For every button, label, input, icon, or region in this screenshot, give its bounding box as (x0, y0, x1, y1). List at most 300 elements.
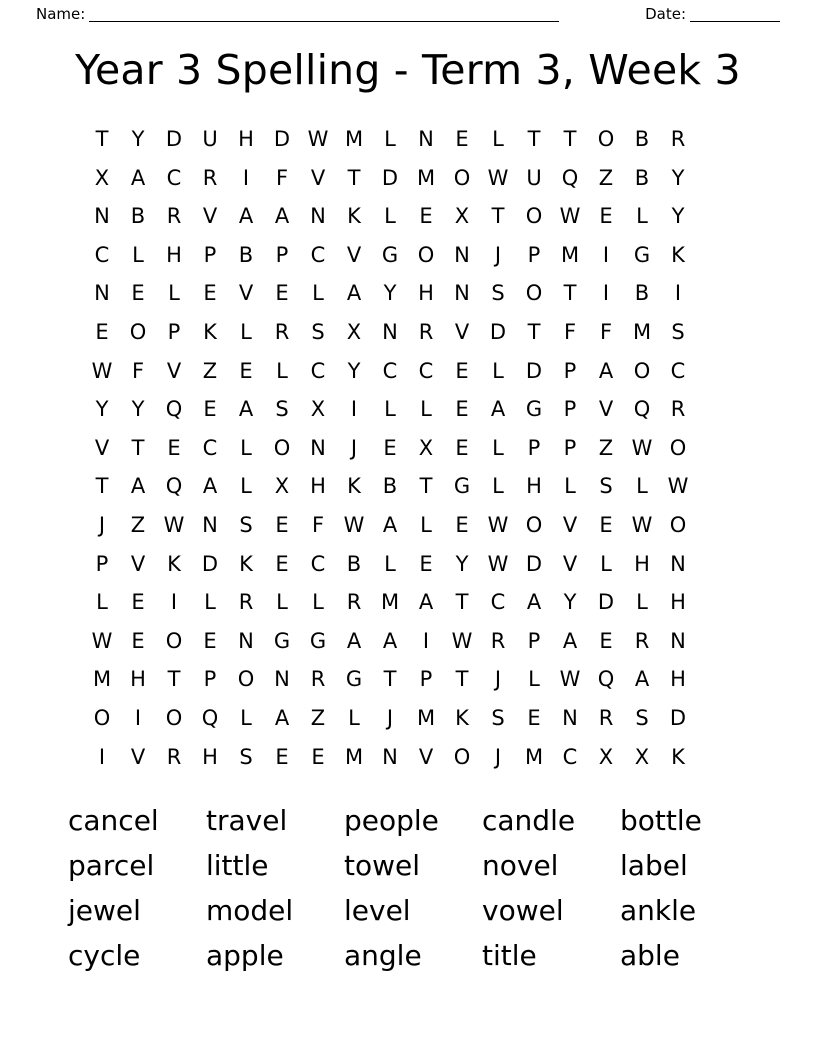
grid-cell: M (632, 319, 652, 344)
grid-cell: K (671, 744, 685, 769)
grid-cell: Z (202, 358, 218, 383)
grid-cell: M (344, 127, 364, 151)
grid-cell: P (419, 667, 433, 692)
grid-cell: N (418, 127, 434, 151)
grid-cell: X (454, 204, 470, 229)
grid-cell: O (165, 705, 183, 730)
grid-cell: M (524, 744, 544, 769)
grid-cell: M (560, 242, 580, 267)
grid-cell: D (381, 165, 399, 190)
grid-cell: L (276, 358, 288, 383)
grid-cell: X (274, 474, 290, 499)
grid-cell: B (238, 242, 254, 267)
grid-cell: B (130, 204, 146, 229)
grid-cell: Y (347, 358, 361, 383)
grid-cell: M (344, 744, 364, 769)
grid-cell: Y (131, 127, 145, 151)
grid-cell: N (670, 551, 686, 576)
grid-cell: A (238, 204, 254, 229)
grid-cell: W (307, 127, 329, 151)
grid-cell (696, 583, 732, 622)
grid-cell: N (454, 281, 470, 306)
grid-cell: P (563, 397, 577, 422)
grid-cell: E (131, 590, 145, 615)
grid-cell: N (454, 242, 470, 267)
grid-cell: L (420, 512, 432, 537)
grid-cell: A (346, 281, 362, 306)
grid-cell: W (343, 512, 365, 537)
grid-cell: O (525, 281, 543, 306)
grid-cell: N (202, 512, 218, 537)
grid-cell: N (238, 628, 254, 653)
grid-cell: E (455, 397, 469, 422)
grid-cell (696, 467, 732, 506)
grid-cell: K (347, 474, 361, 499)
grid-cell: R (166, 204, 182, 229)
grid-cell: N (94, 281, 110, 306)
grid-cell: H (418, 281, 434, 306)
grid-cell: R (670, 397, 686, 422)
grid-cell: E (131, 281, 145, 306)
grid-cell: F (563, 319, 577, 344)
grid-cell: O (417, 242, 435, 267)
grid-cell: J (494, 744, 502, 769)
grid-cell: P (203, 242, 217, 267)
grid-cell: O (597, 127, 615, 151)
grid-cell: Y (95, 397, 109, 422)
grid-cell: W (91, 358, 113, 383)
grid-cell: E (599, 628, 613, 653)
grid-cell: R (598, 705, 614, 730)
date-input-line[interactable] (690, 8, 780, 22)
grid-cell: L (492, 474, 504, 499)
grid-cell: F (599, 319, 613, 344)
grid-cell: Z (598, 165, 614, 190)
word-list-item: title (482, 939, 537, 973)
grid-cell: P (95, 551, 109, 576)
grid-cell: B (634, 127, 650, 151)
grid-cell: L (240, 319, 252, 344)
grid-cell: J (494, 667, 502, 692)
grid-cell: R (634, 628, 650, 653)
grid-cell: O (669, 435, 687, 460)
grid-cell: C (490, 590, 506, 615)
name-input-line[interactable] (89, 8, 559, 22)
grid-cell: C (94, 242, 110, 267)
grid-cell: M (92, 667, 112, 692)
grid-cell: D (165, 127, 183, 151)
grid-cell: A (382, 628, 398, 653)
grid-cell: D (597, 590, 615, 615)
grid-cell: W (487, 165, 509, 190)
grid-cell: P (167, 319, 181, 344)
grid-cell: T (527, 127, 541, 151)
grid-cell: G (633, 242, 651, 267)
grid-cell: H (310, 474, 326, 499)
grid-cell: I (134, 705, 142, 730)
grid-cell: I (98, 744, 106, 769)
grid-cell: O (453, 165, 471, 190)
grid-cell: L (96, 590, 108, 615)
grid-cell: E (599, 204, 613, 229)
grid-cell: I (422, 628, 430, 653)
grid-cell: D (525, 358, 543, 383)
grid-cell: A (238, 397, 254, 422)
word-list-item: apple (206, 939, 284, 973)
word-list-item: little (206, 849, 269, 883)
grid-cell: A (346, 628, 362, 653)
grid-cell: O (453, 744, 471, 769)
grid-cell: W (631, 435, 653, 460)
grid-cell: K (671, 242, 685, 267)
grid-cell: L (636, 474, 648, 499)
grid-cell: A (130, 474, 146, 499)
grid-cell: L (564, 474, 576, 499)
grid-cell: N (382, 319, 398, 344)
grid-cell: A (274, 204, 290, 229)
grid-cell: R (490, 628, 506, 653)
grid-cell: E (455, 435, 469, 460)
grid-cell: D (201, 551, 219, 576)
grid-cell: T (455, 667, 469, 692)
grid-cell: E (275, 281, 289, 306)
grid-cell: N (562, 705, 578, 730)
date-label: Date: (645, 5, 686, 23)
word-list-item: candle (482, 804, 576, 838)
word-list-item: novel (482, 849, 559, 883)
grid-cell: O (633, 358, 651, 383)
grid-cell: X (310, 397, 326, 422)
grid-cell: I (602, 281, 610, 306)
grid-cell: T (95, 474, 109, 499)
grid-cell: E (131, 628, 145, 653)
grid-cell: C (166, 165, 182, 190)
grid-cell: A (526, 590, 542, 615)
grid-cell: S (635, 705, 649, 730)
grid-cell: P (275, 242, 289, 267)
grid-cell: T (527, 319, 541, 344)
word-list-item: parcel (68, 849, 155, 883)
grid-cell: X (598, 744, 614, 769)
grid-cell: L (276, 590, 288, 615)
grid-cell: P (527, 242, 541, 267)
word-list (58, 798, 758, 978)
grid-cell: L (492, 435, 504, 460)
grid-cell: F (311, 512, 325, 537)
grid-cell: R (274, 319, 290, 344)
grid-cell: L (384, 204, 396, 229)
grid-cell: J (98, 512, 106, 537)
grid-cell: H (238, 127, 254, 151)
grid-cell: L (384, 551, 396, 576)
grid-cell: L (492, 358, 504, 383)
grid-cell: E (419, 204, 433, 229)
grid-cell: W (451, 628, 473, 653)
grid-cell: D (489, 319, 507, 344)
grid-cell: P (563, 435, 577, 460)
grid-cell: A (562, 628, 578, 653)
grid-cell: A (490, 397, 506, 422)
grid-cell: G (453, 474, 471, 499)
grid-cell: W (487, 551, 509, 576)
grid-cell: L (636, 590, 648, 615)
grid-cell: R (418, 319, 434, 344)
grid-cell: W (91, 628, 113, 653)
word-list-item: vowel (482, 894, 564, 928)
grid-cell: I (602, 242, 610, 267)
grid-cell: X (346, 319, 362, 344)
grid-cell: C (562, 744, 578, 769)
grid-cell: L (420, 397, 432, 422)
grid-cell: E (455, 512, 469, 537)
grid-cell: H (130, 667, 146, 692)
date-field[interactable] (645, 6, 780, 22)
grid-cell: I (242, 165, 250, 190)
grid-cell: T (563, 127, 577, 151)
grid-cell: S (239, 744, 253, 769)
grid-cell: Q (561, 165, 579, 190)
grid-cell: W (163, 512, 185, 537)
grid-cell (696, 699, 732, 738)
grid-cell: I (350, 397, 358, 422)
grid-cell: V (562, 551, 578, 576)
grid-cell: T (347, 165, 361, 190)
grid-cell: Q (165, 397, 183, 422)
grid-cell: Q (597, 667, 615, 692)
grid-cell: L (240, 474, 252, 499)
grid-cell: W (487, 512, 509, 537)
grid-cell: M (416, 705, 436, 730)
grid-cell: E (311, 744, 325, 769)
grid-cell (696, 390, 732, 429)
grid-cell: M (380, 590, 400, 615)
grid-cell: H (166, 242, 182, 267)
grid-cell: H (634, 551, 650, 576)
word-list-item: angle (344, 939, 422, 973)
grid-cell (696, 274, 732, 313)
grid-cell: S (311, 319, 325, 344)
word-list-item: able (620, 939, 680, 973)
grid-cell: Y (455, 551, 469, 576)
grid-cell: V (202, 204, 218, 229)
grid-cell: W (631, 512, 653, 537)
grid-cell: R (238, 590, 254, 615)
grid-cell: R (202, 165, 218, 190)
grid-cell: O (93, 705, 111, 730)
word-list-item: label (620, 849, 688, 883)
grid-cell: I (674, 281, 682, 306)
grid-cell: E (455, 358, 469, 383)
grid-cell: R (346, 590, 362, 615)
grid-cell (696, 429, 732, 468)
grid-cell: J (350, 435, 358, 460)
grid-cell: E (275, 512, 289, 537)
grid-cell: N (670, 628, 686, 653)
grid-cell: V (94, 435, 110, 460)
grid-cell: S (239, 512, 253, 537)
grid-cell: T (563, 281, 577, 306)
grid-cell: J (494, 242, 502, 267)
grid-cell: E (203, 628, 217, 653)
grid-cell: A (598, 358, 614, 383)
grid-cell: S (275, 397, 289, 422)
grid-cell: X (94, 165, 110, 190)
grid-cell: V (598, 397, 614, 422)
grid-cell: D (525, 551, 543, 576)
word-list-item: level (344, 894, 411, 928)
grid-cell (696, 622, 732, 661)
grid-cell: A (418, 590, 434, 615)
grid-cell: O (165, 628, 183, 653)
grid-cell: I (170, 590, 178, 615)
grid-cell: V (130, 551, 146, 576)
grid-cell: T (95, 127, 109, 151)
grid-cell: J (386, 705, 394, 730)
grid-cell: L (636, 204, 648, 229)
grid-cell: X (418, 435, 434, 460)
grid-cell: L (312, 590, 324, 615)
grid-cell: N (382, 744, 398, 769)
grid-cell: E (275, 744, 289, 769)
grid-cell: C (382, 358, 398, 383)
grid-cell: N (310, 204, 326, 229)
grid-cell: T (419, 474, 433, 499)
grid-cell: V (166, 358, 182, 383)
grid-cell: K (203, 319, 217, 344)
grid-cell: V (346, 242, 362, 267)
grid-cell: N (94, 204, 110, 229)
grid-cell: L (348, 705, 360, 730)
grid-cell: O (525, 512, 543, 537)
grid-cell: E (419, 551, 433, 576)
grid-cell: L (168, 281, 180, 306)
grid-cell: A (274, 705, 290, 730)
grid-cell: G (309, 628, 327, 653)
grid-cell: V (454, 319, 470, 344)
grid-cell: Z (598, 435, 614, 460)
name-label: Name: (36, 5, 86, 23)
grid-cell: L (240, 705, 252, 730)
grid-cell: U (202, 127, 218, 151)
grid-cell: T (131, 435, 145, 460)
grid-cell: R (310, 667, 326, 692)
grid-cell: E (275, 551, 289, 576)
grid-cell: V (130, 744, 146, 769)
grid-cell (696, 159, 732, 198)
grid-cell: E (239, 358, 253, 383)
grid-cell: E (455, 127, 469, 151)
grid-cell: C (670, 358, 686, 383)
grid-cell: G (381, 242, 399, 267)
grid-cell: G (273, 628, 291, 653)
grid-cell: A (130, 165, 146, 190)
grid-cell (696, 120, 732, 159)
grid-cell: P (203, 667, 217, 692)
grid-cell: E (527, 705, 541, 730)
grid-cell: R (670, 127, 686, 151)
grid-cell: E (95, 319, 109, 344)
word-list-item: towel (344, 849, 421, 883)
grid-cell: R (166, 744, 182, 769)
grid-cell: Y (671, 204, 685, 229)
word-list-item: bottle (620, 804, 702, 838)
grid-cell: S (491, 705, 505, 730)
grid-cell (696, 545, 732, 584)
grid-cell (696, 506, 732, 545)
grid-cell: C (310, 358, 326, 383)
grid-cell: N (310, 435, 326, 460)
grid-cell: C (310, 242, 326, 267)
grid-cell: Q (165, 474, 183, 499)
word-list-item: cancel (68, 804, 159, 838)
grid-cell: Q (201, 705, 219, 730)
grid-cell: W (667, 474, 689, 499)
word-list-item: cycle (68, 939, 141, 973)
grid-cell: L (312, 281, 324, 306)
grid-cell (696, 738, 732, 777)
grid-cell: P (563, 358, 577, 383)
grid-cell: O (129, 319, 147, 344)
grid-cell: K (347, 204, 361, 229)
grid-cell: S (599, 474, 613, 499)
grid-cell: G (525, 397, 543, 422)
grid-cell: F (131, 358, 145, 383)
word-search-grid (84, 120, 732, 776)
grid-cell: Z (310, 705, 326, 730)
header-fields (0, 0, 816, 22)
grid-cell: Y (563, 590, 577, 615)
word-list-item: model (206, 894, 294, 928)
grid-cell: E (599, 512, 613, 537)
grid-cell: V (562, 512, 578, 537)
grid-cell: V (310, 165, 326, 190)
grid-cell (696, 352, 732, 391)
grid-cell: P (527, 435, 541, 460)
grid-cell: W (559, 667, 581, 692)
grid-cell: A (634, 667, 650, 692)
grid-cell (696, 660, 732, 699)
grid-cell: S (491, 281, 505, 306)
name-field[interactable] (36, 6, 559, 22)
page-title: Year 3 Spelling - Term 3, Week 3 (75, 46, 741, 94)
grid-cell: T (491, 204, 505, 229)
grid-cell: L (132, 242, 144, 267)
grid-cell: L (600, 551, 612, 576)
grid-cell: M (416, 165, 436, 190)
grid-cell: T (383, 667, 397, 692)
grid-cell: X (634, 744, 650, 769)
grid-cell: B (634, 165, 650, 190)
grid-cell: W (559, 204, 581, 229)
grid-cell: C (310, 551, 326, 576)
grid-cell: E (383, 435, 397, 460)
grid-cell: C (202, 435, 218, 460)
grid-cell: N (274, 667, 290, 692)
grid-cell: E (167, 435, 181, 460)
grid-cell: P (527, 628, 541, 653)
grid-cell: C (418, 358, 434, 383)
grid-cell: L (528, 667, 540, 692)
grid-cell: L (492, 127, 504, 151)
grid-cell: K (239, 551, 253, 576)
grid-cell (696, 313, 732, 352)
grid-cell: V (238, 281, 254, 306)
grid-cell: D (273, 127, 291, 151)
grid-cell: Q (633, 397, 651, 422)
grid-cell: H (670, 667, 686, 692)
grid-cell: L (204, 590, 216, 615)
word-list-item: people (344, 804, 439, 838)
